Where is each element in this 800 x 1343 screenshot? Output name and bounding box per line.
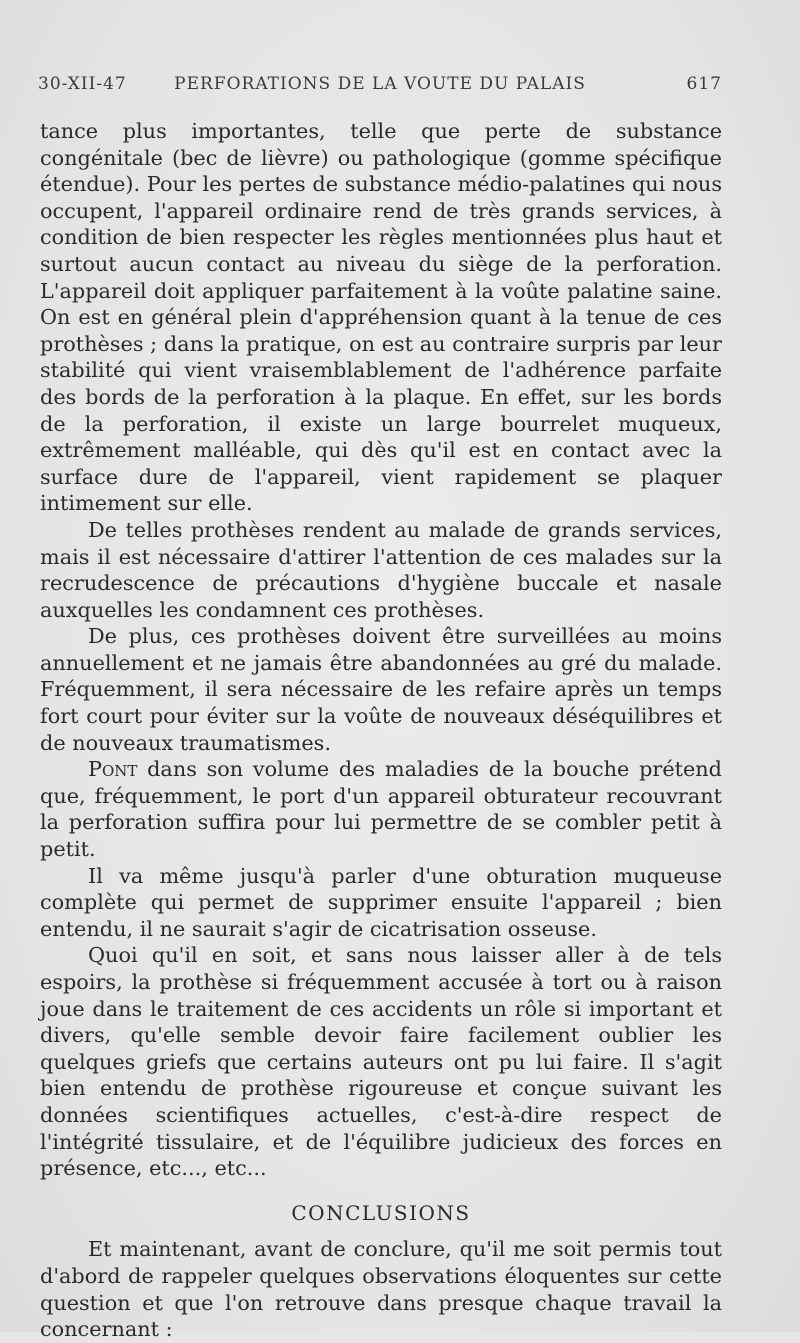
paragraph-1: tance plus importantes, telle que perte de substance congénitale (bec de lièvre) ou pathologique (gomme spécifique étendue). Pour les pertes de substance médio-palatines qui nous occupent, l'appareil ordinaire rend de très grands services, à condition de bien respecter les règles mentionnées plus haut et surtout aucun contact au niveau du siège de la perforation. L'appareil doit appliquer parfaitement à la voûte palatine saine. On est en général plein d'appréhension quant à la tenue de ces prothèses ; dans la pratique, on est au contraire surpris par leur stabilité qui vient vraisemblablement de l'adhérence parfaite des bords de la perforation à la plaque. En effet, sur les bords de la perforation, il existe un large bourrelet muqueux, extrêmement malléable, qui dès qu'il est en contact avec la surface dure de l'appareil, vient rapidement se plaquer intimement sur elle. bbox=[40, 119, 722, 516]
paragraph-4-text: dans son volume des maladies de la bouche prétend que, fréquemment, le port d'un appareil obturateur recouvrant la perforation suffira pour lui permettre de se combler petit à petit. bbox=[40, 757, 722, 862]
paragraph-5: Il va même jusqu'à parler d'une obturation muqueuse complète qui permet de supprimer ensuite l'appareil ; bien entendu, il ne saurait s'agir de cicatrisation osseuse. bbox=[40, 863, 722, 941]
page-body bbox=[40, 118, 722, 1343]
paragraph-4 bbox=[40, 756, 722, 862]
paragraph-6: Quoi qu'il en soit, et sans nous laisser aller à de tels espoirs, la prothèse si fréquemment accusée à tort ou à raison joue dans le traitement de ces accidents un rôle si important et divers, qu'elle semble devoir faire facilement oublier les quelques griefs que certains auteurs ont pu lui faire. Il s'agit bien entendu de prothèse rigoureuse et conçue suivant les données scientifiques actuelles, c'est-à-dire respect de l'intégrité tissulaire, et de l'équilibre judicieux des forces en présence, etc..., etc... bbox=[40, 943, 722, 1181]
paragraph-7: Et maintenant, avant de conclure, qu'il me soit permis tout d'abord de rappeler quelques observations éloquentes sur cette question et que l'on retrouve dans presque chaque travail la concernant : bbox=[40, 1237, 722, 1342]
paragraph-2: De telles prothèses rendent au malade de grands services, mais il est nécessaire d'attirer l'attention de ces malades sur la recrudescence de précautions d'hygiène buccale et nasale auxquelles les condamnent ces prothèses. bbox=[40, 517, 722, 622]
paragraph-3: De plus, ces prothèses doivent être surveillées au moins annuellement et ne jamais être abandonnées au gré du malade. Fréquemment, il sera nécessaire de les refaire après un temps fort court pour éviter sur la voûte de nouveaux déséquilibres et de nouveaux traumatismes. bbox=[40, 624, 722, 755]
author-name: Pont bbox=[88, 757, 138, 782]
header-date: 30-XII-47 bbox=[38, 74, 127, 94]
section-heading: CONCLUSIONS bbox=[291, 1200, 471, 1225]
running-title: PERFORATIONS DE LA VOUTE DU PALAIS bbox=[174, 74, 586, 94]
page-number: 617 bbox=[686, 74, 722, 94]
